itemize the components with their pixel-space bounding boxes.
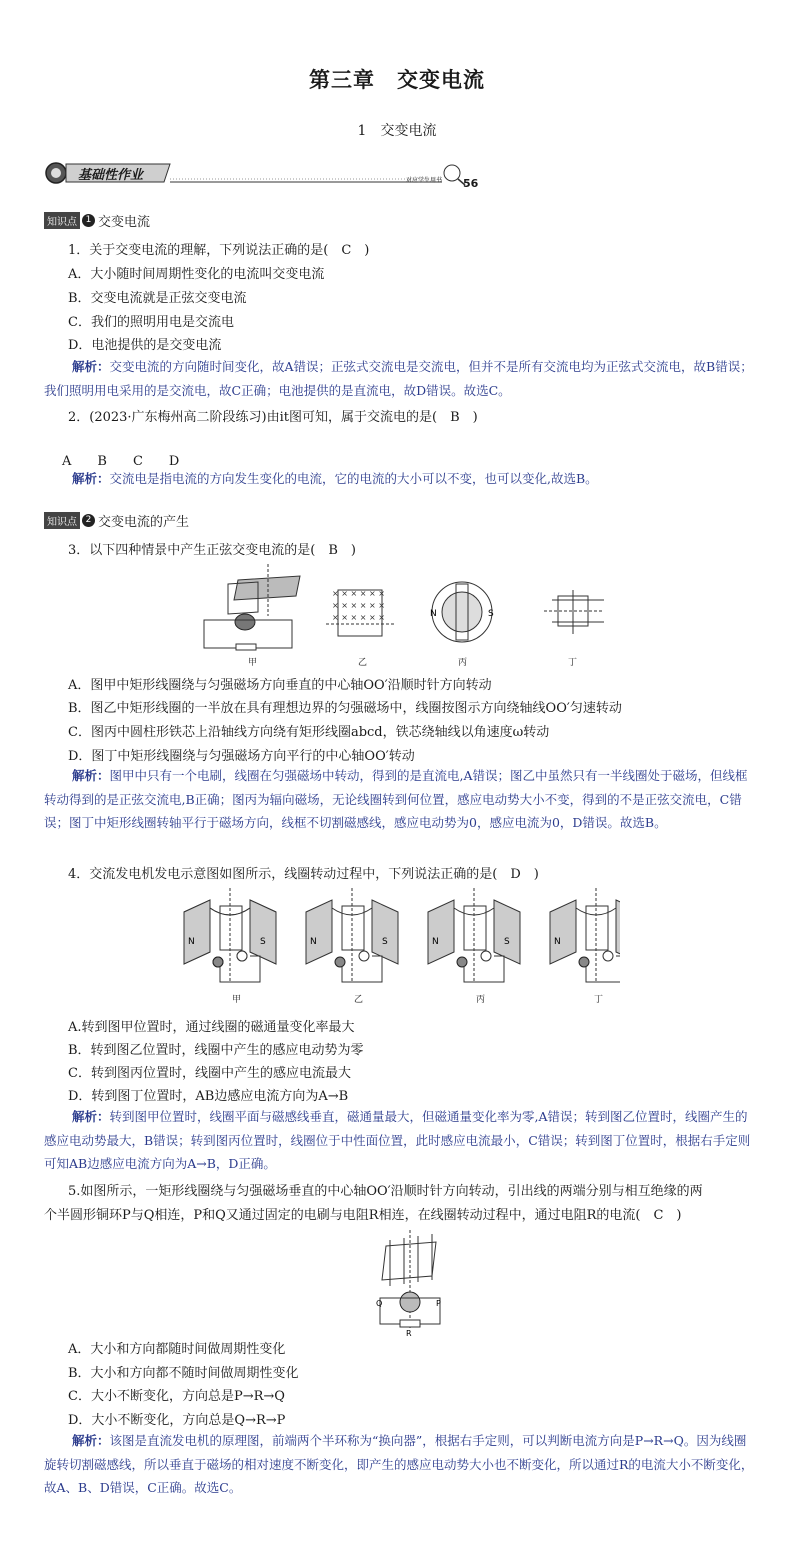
explanation-text: 转到图甲位置时，线圈平面与磁感线垂直，磁通量最大，但磁通量变化率为零,A错误；转到图乙位置时，线圈产生的感应电动势最大，B错误；转到图丙位置时，线圈位于中性面位置，此时感应电流最小，C错误；转到图丁位置时，根据右手定则可知AB边感应电流方向为A→B，D正确。 bbox=[44, 1109, 751, 1171]
q5-option-c: C．大小不断变化，方向总是P→R→Q bbox=[68, 1389, 285, 1404]
q1-option-c: C．我们的照明用电是交流电 bbox=[68, 315, 234, 330]
section-title: 1 交变电流 bbox=[357, 123, 437, 139]
q3-stem: 3．以下四种情景中产生正弦交变电流的是( B ) bbox=[68, 543, 356, 558]
knowledge-point-1 bbox=[44, 211, 150, 230]
q1-option-a: A．大小随时间周期性变化的电流叫交变电流 bbox=[68, 267, 325, 282]
explanation-text: 交流电是指电流的方向发生变化的电流，它的电流的大小可以不变，也可以变化,故选B。 bbox=[109, 471, 598, 486]
q3-option-d: D．图丁中矩形线圈绕与匀强磁场方向平行的中心轴OO′转动 bbox=[68, 749, 415, 764]
explanation-text: 交变电流的方向随时间变化，故A错误；正弦式交流电是交流电，但并不是所有交流电均为正弦式交流电，故B错误；我们照明用电采用的是交流电，故C正确；电池提供的是直流电，故D错误。故选C。 bbox=[44, 359, 753, 398]
q4-stem: 4．交流发电机发电示意图如图所示，线圈转动过程中，下列说法正确的是( D ) bbox=[68, 867, 539, 882]
banner-label: 基础性作业 bbox=[78, 168, 144, 183]
q5-option-b: B．大小和方向都不随时间做周期性变化 bbox=[68, 1366, 299, 1381]
q3-figure-yi bbox=[326, 589, 396, 668]
q1-option-b: B．交变电流就是正弦交变电流 bbox=[68, 291, 247, 306]
q5-stem-line1: 5.如图所示，一矩形线圈绕与匀强磁场垂直的中心轴OO′沿顺时针方向转动，引出线的两端分别与相互绝缘的两 bbox=[68, 1184, 703, 1199]
svg-text:S: S bbox=[488, 609, 494, 619]
svg-text:× × × × × ×: × × × × × × bbox=[332, 589, 385, 598]
kp-title: 交变电流的产生 bbox=[98, 515, 190, 530]
q4-option-b: B．转到图乙位置时，线圈中产生的感应电动势为零 bbox=[68, 1043, 364, 1058]
fig-label: 甲 bbox=[248, 658, 258, 668]
q3-option-a: A．图甲中矩形线圈绕与匀强磁场方向垂直的中心轴OO′沿顺时针方向转动 bbox=[68, 678, 492, 693]
kp-number: 1 bbox=[82, 214, 95, 227]
q4-figures bbox=[180, 882, 620, 1006]
q3-figures bbox=[200, 562, 620, 670]
fig-label: 乙 bbox=[358, 658, 368, 668]
explanation-label: 解析： bbox=[72, 768, 110, 783]
fig-label: 丁 bbox=[594, 995, 604, 1005]
q1-option-d: D．电池提供的是交变电流 bbox=[68, 338, 222, 353]
q5-figure bbox=[370, 1230, 450, 1338]
svg-text:× × × × × ×: × × × × × × bbox=[332, 601, 385, 610]
svg-text:Q: Q bbox=[376, 1299, 383, 1308]
svg-text:R: R bbox=[406, 1329, 412, 1338]
q1-explanation bbox=[44, 355, 756, 402]
q3-explanation bbox=[44, 764, 756, 835]
q5-option-d: D．大小不断变化，方向总是Q→R→P bbox=[68, 1413, 286, 1428]
q3-option-c: C．图丙中圆柱形铁芯上沿轴线方向绕有矩形线圈abcd，铁芯绕轴线以角速度ω转动 bbox=[68, 725, 550, 740]
banner-page: 56 bbox=[463, 177, 479, 190]
q2-explanation bbox=[44, 467, 756, 491]
kp-tag: 知识点 bbox=[44, 512, 80, 529]
explanation-label: 解析： bbox=[72, 471, 110, 486]
q1-stem: 1．关于交变电流的理解，下列说法正确的是( C ) bbox=[68, 243, 370, 258]
explanation-text: 图甲中只有一个电刷，线圈在匀强磁场中转动，得到的是直流电,A错误；图乙中虽然只有一半线圈处于磁场，但线框转动得到的是正弦交流电,B正确；图丙为辐向磁场，无论线圈转到何位置，感应电动势大小不变，得到的不是正弦交流电，C错误；图丁中矩形线圈转轴平行于磁场方向，线框不切割磁感线，感应电动势为0，感应电流为0，D错误。故选B。 bbox=[44, 768, 748, 830]
fig-label: 丙 bbox=[476, 995, 486, 1005]
banner-small-text: 对应学生用书 bbox=[406, 177, 443, 184]
fig-label: 乙 bbox=[354, 995, 364, 1005]
q4-option-a: A.转到图甲位置时，通过线圈的磁通量变化率最大 bbox=[68, 1020, 355, 1035]
q2-stem: 2．(2023·广东梅州高二阶段练习)由it图可知，属于交流电的是( B ) bbox=[68, 410, 478, 425]
svg-text:N: N bbox=[430, 609, 437, 619]
q3-figure-jia bbox=[204, 564, 300, 668]
q3-option-b: B．图乙中矩形线圈的一半放在具有理想边界的匀强磁场中，线圈按图示方向绕轴线OO′匀速转动 bbox=[68, 701, 622, 716]
q4-explanation bbox=[44, 1105, 756, 1176]
explanation-label: 解析： bbox=[72, 359, 110, 374]
q4-option-d: D．转到图丁位置时，AB边感应电流方向为A→B bbox=[68, 1089, 349, 1104]
q4-option-c: C．转到图丙位置时，线圈中产生的感应电流最大 bbox=[68, 1066, 351, 1081]
svg-text:× × × × × ×: × × × × × × bbox=[332, 613, 385, 622]
q2-options: A B C D bbox=[62, 454, 180, 469]
q3-figure-ding bbox=[544, 590, 604, 668]
kp-title: 交变电流 bbox=[98, 215, 151, 230]
fig-label: 丙 bbox=[458, 658, 468, 668]
q5-option-a: A．大小和方向都随时间做周期性变化 bbox=[68, 1342, 286, 1357]
kp-number: 2 bbox=[82, 514, 95, 527]
explanation-text: 该图是直流发电机的原理图，前端两个半环称为“换向器”，根据右手定则，可以判断电流方向是P→R→Q。因为线圈旋转切割磁感线，所以垂直于磁场的相对速度不断变化，即产生的感应电动势大小也不断变化，所以通过R的电流大小不断变化，故A、B、D错误，C正确。故选C。 bbox=[44, 1433, 754, 1495]
q5-explanation bbox=[44, 1429, 756, 1500]
q3-figure-bing bbox=[430, 582, 494, 668]
kp-tag: 知识点 bbox=[44, 212, 80, 229]
chapter-title: 第三章 交变电流 bbox=[309, 67, 485, 92]
explanation-label: 解析： bbox=[72, 1109, 110, 1124]
q5-stem-line2: 个半圆形铜环P与Q相连，P和Q又通过固定的电刷与电阻R相连，在线圈转动过程中，通过电阻R的电流( C ) bbox=[44, 1208, 682, 1223]
fig-label: 甲 bbox=[232, 995, 242, 1005]
svg-text:P: P bbox=[436, 1299, 441, 1308]
explanation-label: 解析： bbox=[72, 1433, 110, 1448]
knowledge-point-2 bbox=[44, 511, 189, 530]
fig-label: 丁 bbox=[568, 658, 578, 668]
